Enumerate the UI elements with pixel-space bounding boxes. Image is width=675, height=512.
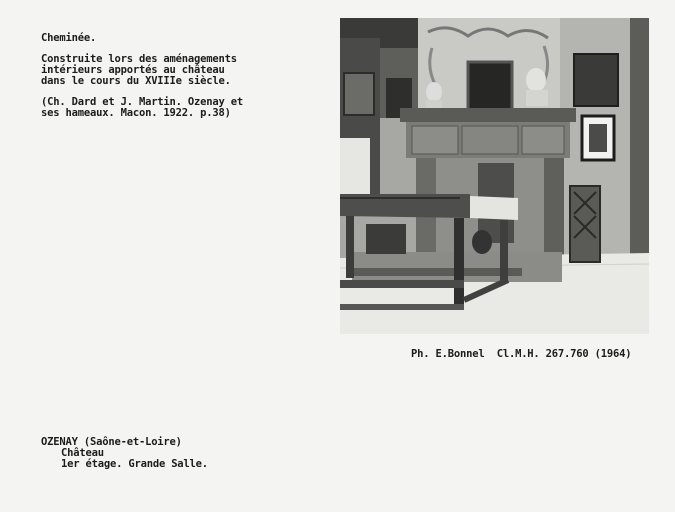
location-room: 1er étage. Grande Salle. [61,458,208,470]
description-line: intérieurs apportés au château [41,64,225,76]
reference-line: ses hameaux. Macon. 1922. p.38) [41,107,231,119]
reference-line: (Ch. Dard et J. Martin. Ozenay et [41,96,244,108]
record-title: Cheminée. [41,32,97,44]
description-line: dans le cours du XVIIIe siècle. [41,75,231,87]
description-line: Construite lors des aménagements [41,53,237,65]
fireplace-photograph [340,18,649,334]
location-building: Château [61,447,104,459]
location-commune: OZENAY (Saône-et-Loire) [41,436,182,448]
photo-credit: Ph. E.Bonnel Cl.M.H. 267.760 (1964) [411,348,632,360]
